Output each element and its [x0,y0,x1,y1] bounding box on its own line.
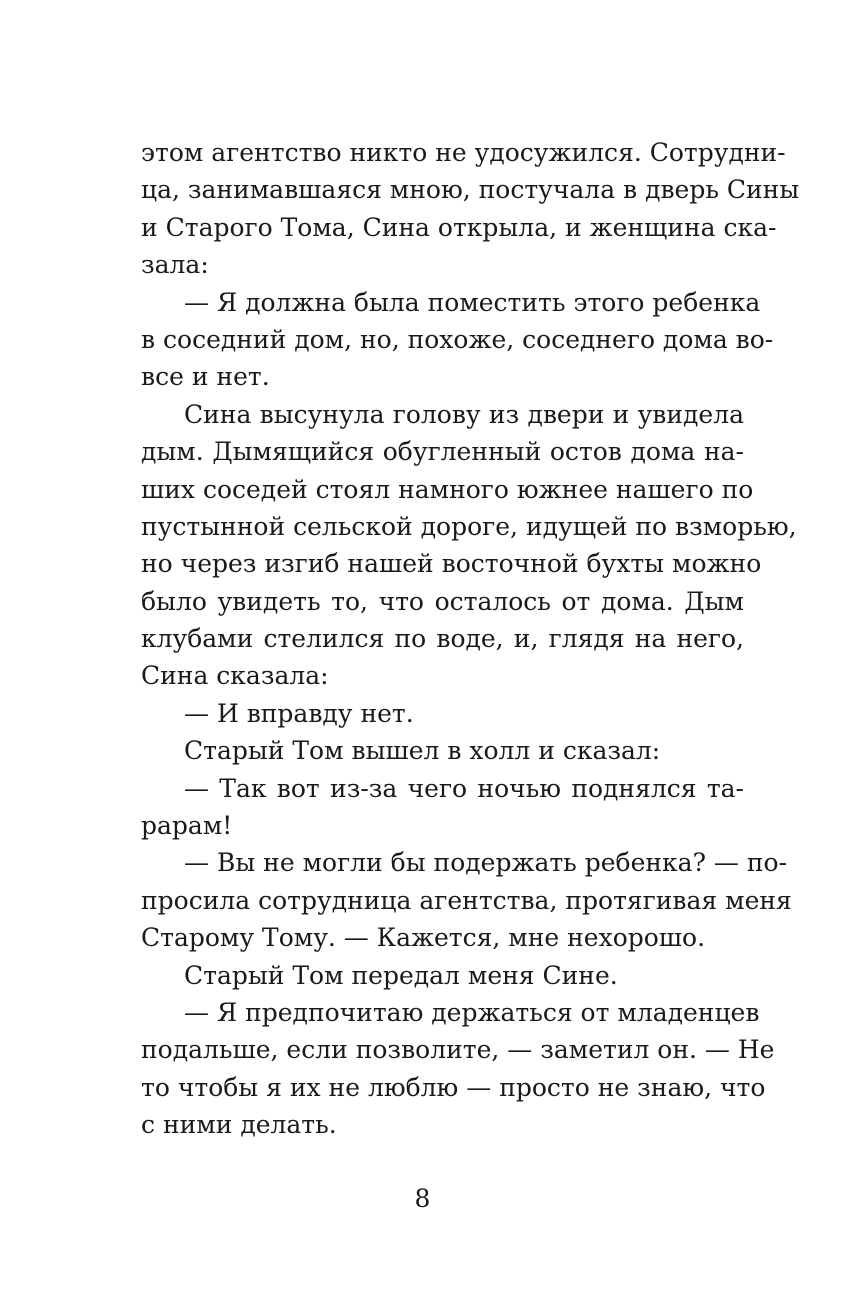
text-line: Сина сказала: [141,661,329,691]
text-line: — Так вот из-за чего ночью поднялся та- [184,773,744,803]
body-text [141,134,800,1144]
page-number: 8 [414,1184,431,1213]
text-line: — Я предпочитаю держаться от младенцев [184,997,760,1027]
text-line: — И вправду нет. [184,698,414,728]
text-line: зала: [141,250,209,280]
text-line: Сина высунула голову из двери и увидела [184,399,744,429]
text-line: Старый Том вышел в холл и сказал: [184,736,661,766]
text-line: клубами стелился по воде, и, глядя на него, [141,624,744,654]
text-line: ших соседей стоял намного южнее нашего по [141,474,754,504]
text-line: и Старого Тома, Сина открыла, и женщина ска- [141,212,777,242]
text-line: подальше, если позволите, — заметил он. — Не [141,1035,775,1065]
text-line: Старый Том передал меня Сине. [184,960,618,990]
text-line: ца, занимавшаяся мною, постучала в дверь Сины [141,175,800,205]
text-line: то чтобы я их не люблю — просто не знаю, что [141,1072,766,1102]
text-line: было увидеть то, что осталось от дома. Дым [141,586,744,616]
text-line: этом агентство никто не удосужился. Сотрудни- [141,138,786,167]
text-line: все и нет. [141,362,270,392]
text-line: пустынной сельской дороге, идущей по взморью, [141,511,797,541]
text-line: рарам! [141,811,233,841]
text-line: но через изгиб нашей восточной бухты можно [141,549,762,579]
text-line: с ними делать. [141,1110,337,1140]
text-line: в соседний дом, но, похоже, соседнего дома во- [141,324,774,354]
text-line: Старому Тому. — Кажется, мне нехорошо. [141,923,706,953]
text-line: дым. Дымящийся обугленный остов дома на- [141,437,744,467]
text-line: — Вы не могли бы подержать ребенка? — по- [184,848,788,878]
text-line: просила сотрудница агентства, протягивая меня [141,885,792,915]
text-line: — Я должна была поместить этого ребенка [184,287,761,317]
